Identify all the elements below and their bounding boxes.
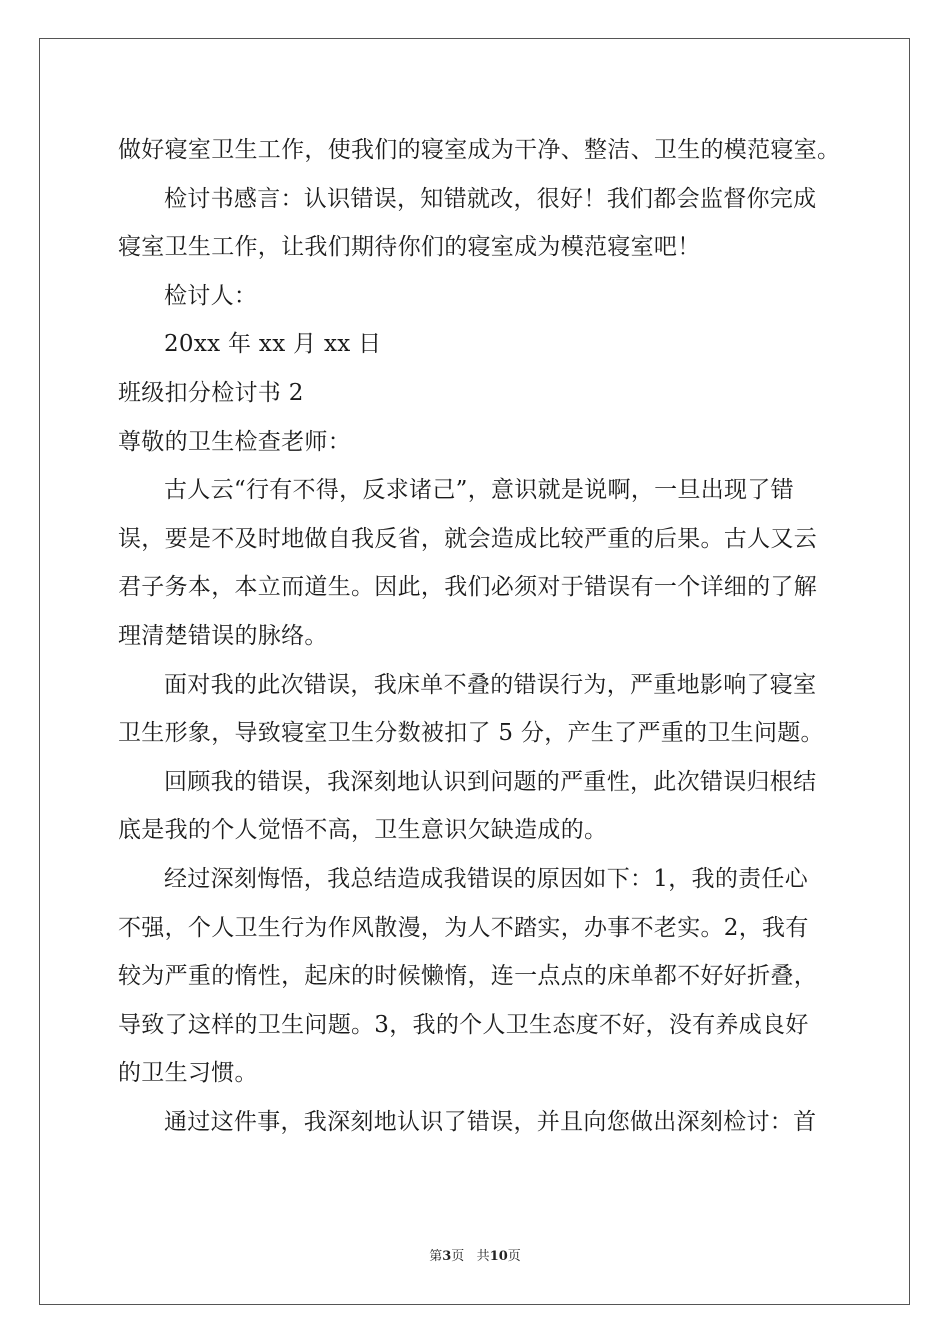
total-suffix: 页 xyxy=(507,1249,521,1264)
text-line: 做好寝室卫生工作，使我们的寝室成为干净、整洁、卫生的模范寝室。 xyxy=(118,137,841,163)
text-line: 经过深刻悔悟，我总结造成我错误的原因如下：1，我的责任心 xyxy=(164,865,809,892)
text-line: 理清楚错误的脉络。 xyxy=(118,622,328,649)
page-suffix: 页 xyxy=(451,1249,465,1264)
text-line: 20xx 年 xx 月 xx 日 xyxy=(164,331,382,358)
page-prefix: 第 xyxy=(429,1249,443,1264)
text-line: 导致了这样的卫生问题。3，我的个人卫生态度不好，没有养成良好 xyxy=(118,1011,809,1038)
text-line: 古人云“行有不得，反求诸己”，意识就是说啊，一旦出现了错 xyxy=(164,477,794,504)
text-line: 的卫生习惯。 xyxy=(118,1060,258,1087)
text-line: 误，要是不及时地做自我反省，就会造成比较严重的后果。古人又云 xyxy=(118,525,817,552)
page-current: 3 xyxy=(442,1249,452,1264)
text-line: 通过这件事，我深刻地认识了错误，并且向您做出深刻检讨：首 xyxy=(164,1108,817,1135)
text-line: 君子务本，本立而道生。因此，我们必须对于错误有一个详细的了解 xyxy=(118,574,817,601)
text-line: 检讨书感言：认识错误，知错就改，很好！我们都会监督你完成 xyxy=(164,185,817,212)
text-line: 不强，个人卫生行为作风散漫，为人不踏实，办事不老实。2，我有 xyxy=(118,914,809,941)
text-line: 较为严重的惰性，起床的时候懒惰，连一点点的床单都不好好折叠， xyxy=(118,963,817,990)
text-line: 回顾我的错误，我深刻地认识到问题的严重性，此次错误归根结 xyxy=(164,768,817,795)
document-body xyxy=(118,126,841,1146)
text-line: 寝室卫生工作，让我们期待你们的寝室成为模范寝室吧！ xyxy=(118,234,701,261)
text-line: 检讨人： xyxy=(164,282,258,309)
text-line: 底是我的个人觉悟不高，卫生意识欠缺造成的。 xyxy=(118,817,608,844)
total-prefix: 共 xyxy=(476,1249,490,1264)
text-line: 尊敬的卫生检查老师： xyxy=(118,428,351,455)
text-line: 班级扣分检讨书 2 xyxy=(118,379,304,406)
text-line: 卫生形象，导致寝室卫生分数被扣了 5 分，产生了严重的卫生问题。 xyxy=(118,720,824,747)
page-total: 10 xyxy=(489,1249,508,1264)
text-line: 面对我的此次错误，我床单不叠的错误行为，严重地影响了寝室 xyxy=(164,671,817,698)
page-footer xyxy=(0,1245,950,1264)
